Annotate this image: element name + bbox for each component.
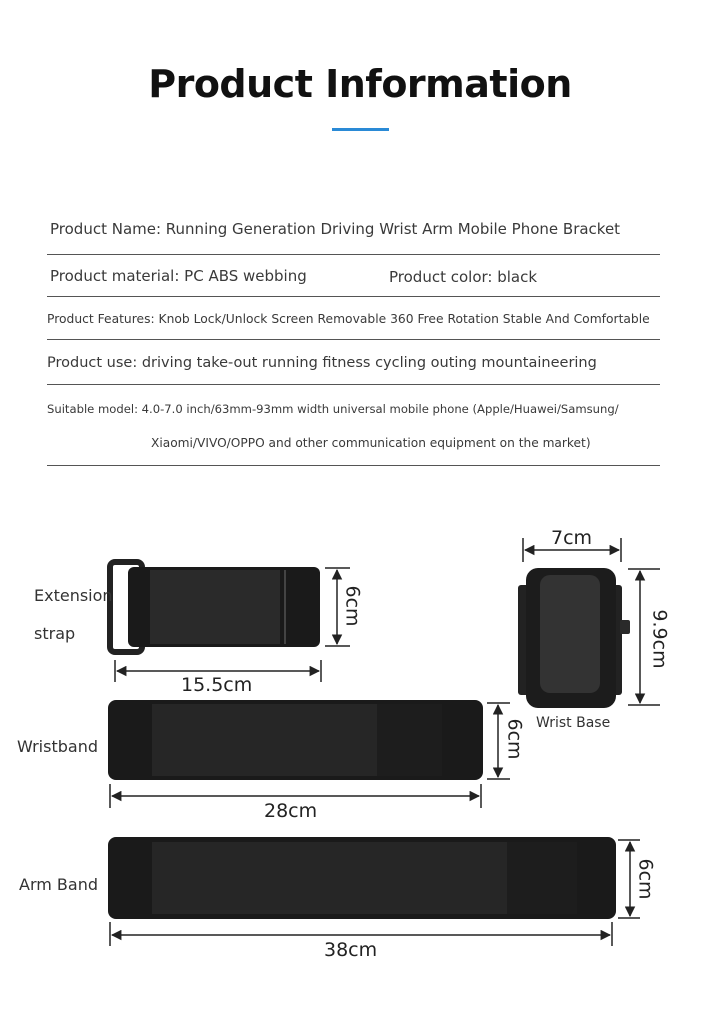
wrist-base-label: Wrist Base [536,715,611,731]
suitable-model-line1: Suitable model: 4.0-7.0 inch/63mm-93mm width universal mobile phone (Apple/Huawei/Samsung/ [47,402,619,416]
extension-strap-label-line2: strap [34,624,76,643]
wristband-label: Wristband [17,737,98,756]
wristband-width-label: 6cm [503,718,526,760]
wristband-image [108,700,483,780]
arm-band-image [108,837,616,919]
product-features: Product Features: Knob Lock/Unlock Screen Removable 360 Free Rotation Stable And Comfortable [47,312,650,326]
extension-strap-image [110,562,320,652]
extension-strap-label-line1: Extension [34,586,113,605]
extension-strap-length-label: 15.5cm [181,674,253,696]
wrist-base-width-label: 7cm [551,527,593,549]
wrist-base-image [518,568,630,708]
wrist-base-height-label: 9.9cm [648,609,671,669]
arm-band-label: Arm Band [19,875,98,894]
suitable-model-line2: Xiaomi/VIVO/OPPO and other communication equipment on the market) [151,436,591,450]
product-name: Product Name: Running Generation Driving Wrist Arm Mobile Phone Bracket [50,220,621,238]
arm-band-width-label: 6cm [634,858,657,900]
wristband-length-label: 28cm [264,800,318,822]
extension-strap-width-label: 6cm [341,585,364,627]
product-color: Product color: black [389,268,538,286]
arm-band-length-label: 38cm [324,939,378,961]
product-material: Product material: PC ABS webbing [50,267,307,285]
page-title: Product Information [148,62,572,106]
product-use: Product use: driving take-out running fitness cycling outing mountaineering [47,355,597,371]
